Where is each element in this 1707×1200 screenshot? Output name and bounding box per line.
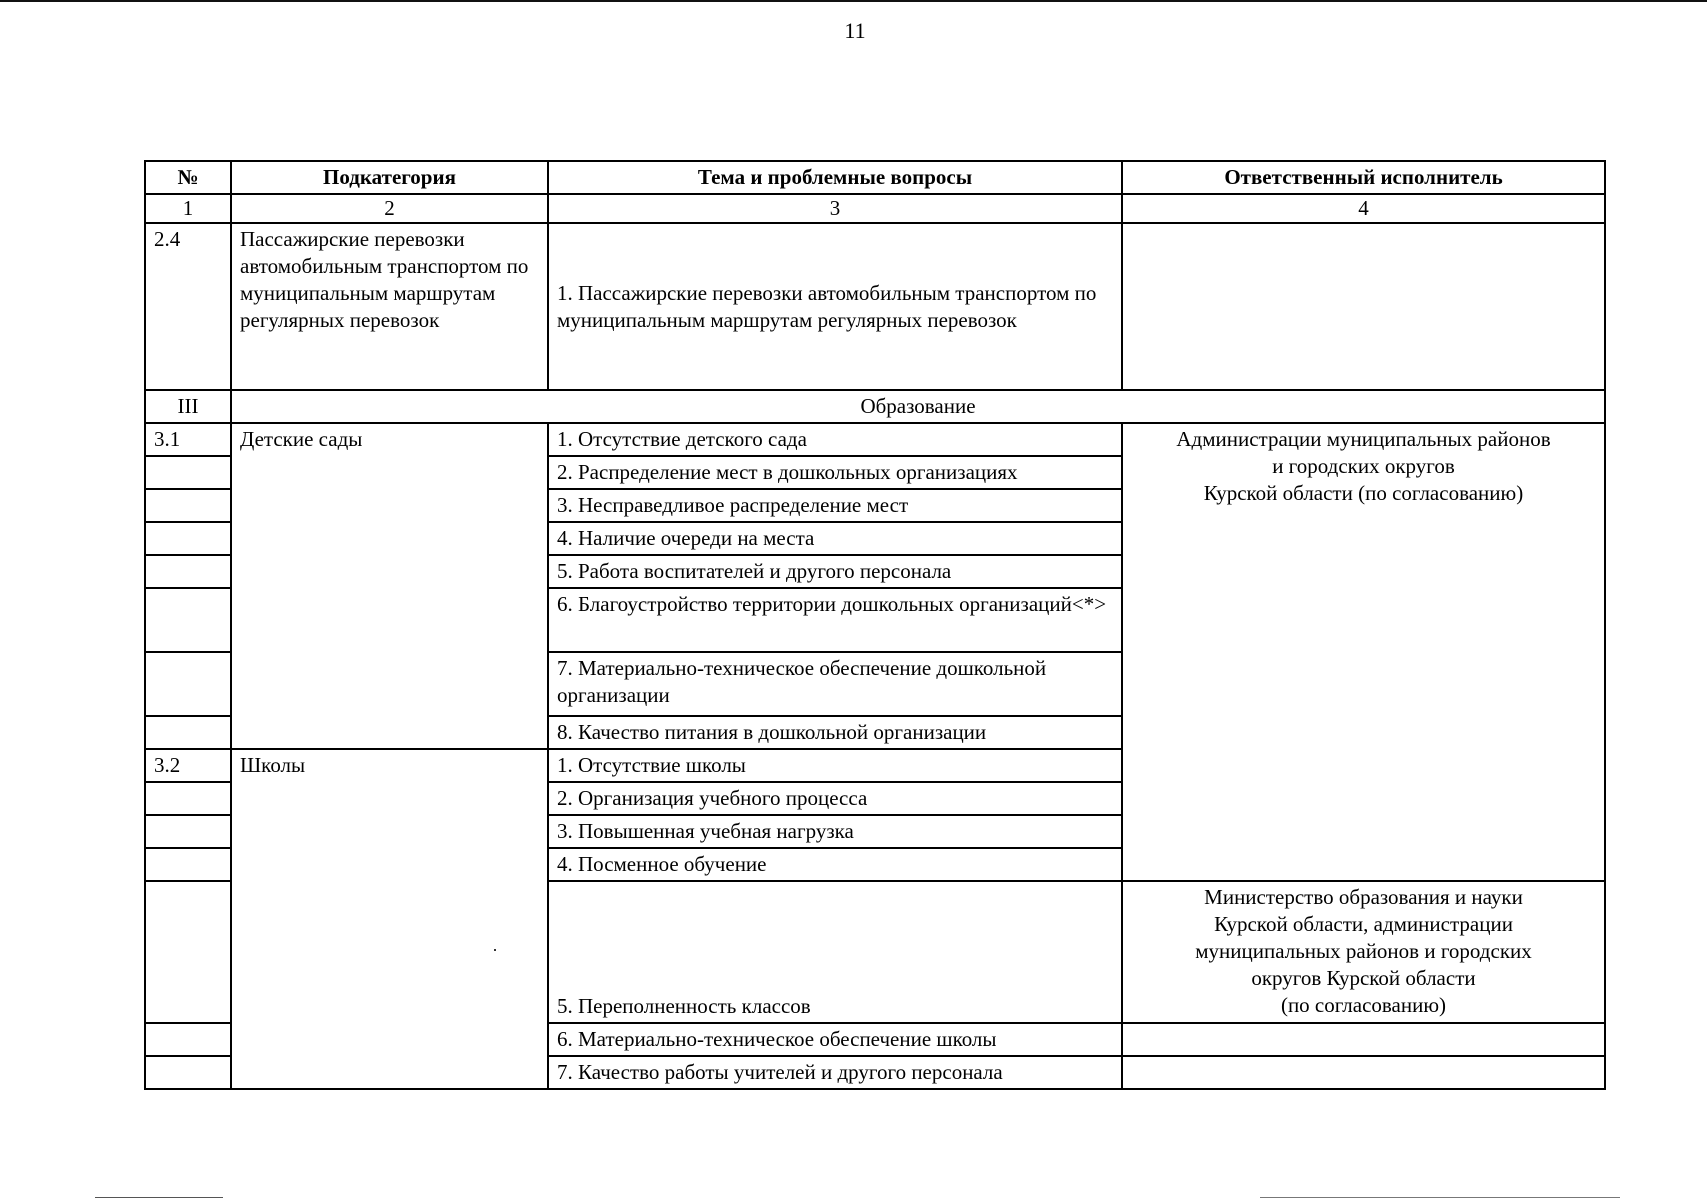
row-topic: 3. Повышенная учебная нагрузка bbox=[548, 815, 1122, 848]
section-row bbox=[145, 390, 1605, 423]
responsible-line: муниципальных районов и городских bbox=[1195, 939, 1532, 963]
row-number bbox=[145, 1023, 231, 1056]
responsible-line: округов Курской области bbox=[1251, 966, 1476, 990]
table-row bbox=[145, 423, 1605, 456]
scan-speck bbox=[494, 949, 496, 951]
row-responsible bbox=[1122, 1056, 1605, 1089]
column-number: 4 bbox=[1122, 194, 1605, 223]
row-number bbox=[145, 815, 231, 848]
topics-table bbox=[144, 160, 1606, 1090]
row-responsible bbox=[1122, 1023, 1605, 1056]
row-topic: 8. Качество питания в дошкольной организации bbox=[548, 716, 1122, 749]
page-number: 11 bbox=[844, 18, 866, 43]
header-topic: Тема и проблемные вопросы bbox=[548, 161, 1122, 194]
row-topic: 2. Распределение мест в дошкольных организациях bbox=[548, 456, 1122, 489]
responsible-ministry bbox=[1122, 881, 1605, 1023]
row-topic: 5. Переполненность классов bbox=[548, 881, 1122, 1023]
row-subcategory: Детские сады bbox=[231, 423, 548, 749]
responsible-line: Администрации муниципальных районов bbox=[1176, 427, 1551, 451]
row-number bbox=[145, 881, 231, 1023]
row-number: 3.2 bbox=[145, 749, 231, 782]
row-number: 3.1 bbox=[145, 423, 231, 456]
row-subcategory: Школы bbox=[231, 749, 548, 1089]
row-topic: 6. Благоустройство территории дошкольных организаций<*> bbox=[548, 588, 1122, 652]
responsible-line: и городских округов bbox=[1272, 454, 1455, 478]
row-topic: 6. Материально-техническое обеспечение школы bbox=[548, 1023, 1122, 1056]
row-responsible bbox=[1122, 223, 1605, 390]
row-number bbox=[145, 522, 231, 555]
table-row bbox=[145, 223, 1605, 390]
row-number bbox=[145, 782, 231, 815]
column-number-row bbox=[145, 194, 1605, 223]
scan-top-edge bbox=[0, 0, 1707, 2]
row-topic: 1. Отсутствие детского сада bbox=[548, 423, 1122, 456]
row-subcategory: Пассажирские перевозки автомобильным транспортом по муниципальным маршрутам регулярных перевозок bbox=[231, 223, 548, 390]
header-responsible: Ответственный исполнитель bbox=[1122, 161, 1605, 194]
section-title: Образование bbox=[231, 390, 1605, 423]
responsible-line: Курской области (по согласованию) bbox=[1203, 481, 1524, 505]
section-number: III bbox=[145, 390, 231, 423]
row-number bbox=[145, 716, 231, 749]
row-topic: 1. Пассажирские перевозки автомобильным транспортом по муниципальным маршрутам регулярных перевозок bbox=[548, 223, 1122, 390]
row-number bbox=[145, 555, 231, 588]
row-number bbox=[145, 1056, 231, 1089]
table-header-row bbox=[145, 161, 1605, 194]
row-number bbox=[145, 588, 231, 652]
header-subcategory: Подкатегория bbox=[231, 161, 548, 194]
responsible-line: Курской области, администрации bbox=[1214, 912, 1513, 936]
row-number: 2.4 bbox=[145, 223, 231, 390]
row-number bbox=[145, 848, 231, 881]
row-topic: 1. Отсутствие школы bbox=[548, 749, 1122, 782]
scan-bottom-edge bbox=[1260, 1197, 1620, 1198]
row-topic: 4. Наличие очереди на места bbox=[548, 522, 1122, 555]
row-number bbox=[145, 456, 231, 489]
row-topic: 7. Материально-техническое обеспечение дошкольной организации bbox=[548, 652, 1122, 716]
row-topic: 4. Посменное обучение bbox=[548, 848, 1122, 881]
responsible-line: Министерство образования и науки bbox=[1204, 885, 1523, 909]
column-number: 2 bbox=[231, 194, 548, 223]
header-number: № bbox=[145, 161, 231, 194]
responsible-municipal bbox=[1122, 423, 1605, 881]
row-topic: 3. Несправедливое распределение мест bbox=[548, 489, 1122, 522]
column-number: 3 bbox=[548, 194, 1122, 223]
row-topic: 2. Организация учебного процесса bbox=[548, 782, 1122, 815]
column-number: 1 bbox=[145, 194, 231, 223]
row-number bbox=[145, 652, 231, 716]
responsible-line: (по согласованию) bbox=[1280, 993, 1447, 1017]
scan-bottom-edge bbox=[95, 1197, 223, 1198]
row-topic: 5. Работа воспитателей и другого персонала bbox=[548, 555, 1122, 588]
row-topic: 7. Качество работы учителей и другого персонала bbox=[548, 1056, 1122, 1089]
row-number bbox=[145, 489, 231, 522]
